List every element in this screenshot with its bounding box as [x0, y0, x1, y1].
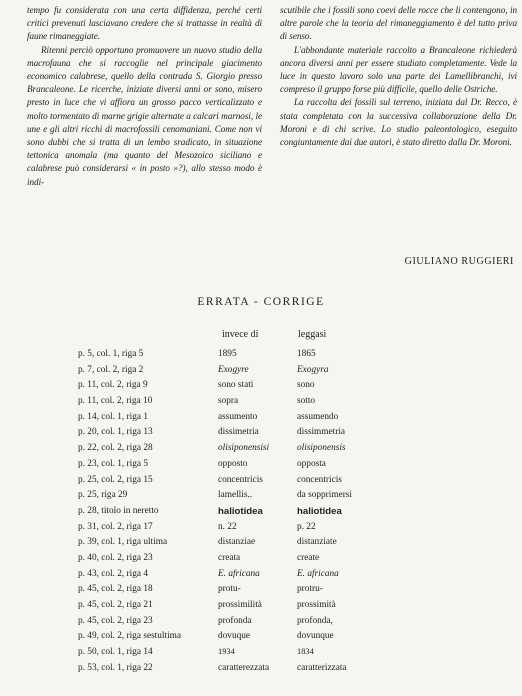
errata-reference: p. 49, col. 2, riga sestultima [78, 631, 182, 642]
errata-correct-text: dovunque [297, 631, 334, 642]
errata-correct-text: sotto [297, 396, 316, 407]
errata-wrong-text: Exogyre [218, 364, 249, 375]
errata-row [0, 663, 522, 679]
errata-reference: p. 11, col. 2, riga 9 [78, 380, 148, 391]
errata-row [0, 569, 522, 585]
errata-correct-text: p. 22 [297, 521, 316, 532]
errata-wrong-text: olisiponensisi [218, 443, 270, 454]
errata-row [0, 365, 522, 381]
errata-wrong-text: haliotidea [218, 505, 263, 517]
errata-wrong-text: sono stati [218, 380, 254, 391]
errata-row [0, 600, 522, 616]
errata-row [0, 380, 522, 396]
errata-wrong-text: dovuque [218, 631, 251, 642]
errata-wrong-text: n. 22 [218, 521, 237, 532]
errata-row [0, 490, 522, 506]
errata-correct-text: Exogyra [297, 364, 329, 375]
errata-reference: p. 45, col. 2, riga 18 [78, 584, 153, 595]
errata-row [0, 475, 522, 491]
errata-reference: p. 28, titolo in neretto [78, 505, 159, 516]
errata-correct-text: haliotidea [297, 505, 342, 517]
errata-wrong-text: 1895 [218, 349, 237, 359]
errata-row [0, 631, 522, 647]
errata-reference: p. 23, col. 1, riga 5 [78, 458, 148, 469]
errata-reference: p. 5, col. 1, riga 5 [78, 349, 144, 359]
errata-row [0, 443, 522, 459]
left-text-column [27, 4, 262, 189]
errata-wrong-text: caratterezzata [218, 662, 270, 673]
errata-reference: p. 40, col. 2, riga 23 [78, 552, 153, 563]
errata-reference: p. 11, col. 2, riga 10 [78, 396, 153, 407]
errata-correct-text: olisiponensis [297, 443, 346, 454]
errata-wrong-text: protu- [218, 584, 241, 595]
errata-wrong-text: 1934 [218, 647, 235, 657]
author-signature: GIULIANO RUGGIERI [404, 256, 514, 267]
errata-reference: p. 45, col. 2, riga 23 [78, 615, 153, 626]
errata-row [0, 584, 522, 600]
errata-correct-text: 1834 [297, 647, 314, 657]
errata-correct-text: profonda, [297, 615, 333, 626]
errata-correct-text: opposta [297, 458, 326, 469]
errata-reference: p. 20, col. 1, riga 13 [78, 427, 153, 438]
errata-row [0, 647, 522, 663]
errata-reference: p. 31, col. 2, riga 17 [78, 521, 153, 532]
errata-wrong-text: prossimilità [218, 600, 262, 610]
paragraph: Ritenni perciò opportuno promuovere un nuovo studio della macrofauna che si raccoglie nel principale giacimento economico calabrese, quello della contrada S. Giorgio presso Brancaleone. Le ricerche, iniziate diversi anni or sono, misero presto in luce che vi affiora un grosso pacco verticalizzato e molto tormentato di marne grigie alternate a calcari marnosi, le une e gli altri ricchi di macrofossili cenomaniani. Come non vi sono dubbi che si tratta di un lembo sradicato, in situazione tettonica anomala (ma quanto del Mesozoico siciliano e calabrese può considerarsi « in posto »?), allo stesso modo è indi- [27, 44, 262, 187]
errata-reference: p. 25, col. 2, riga 15 [78, 474, 153, 485]
errata-row [0, 553, 522, 569]
paragraph: tempo fu considerata con una certa diffidenza, perché certi critici prevenuti lasciavano credere che si trattasse in realtà di faune rimaneggiate. [27, 5, 262, 42]
errata-title: ERRATA - CORRIGE [197, 296, 325, 308]
errata-reference: p. 14, col. 1, riga 1 [78, 411, 148, 422]
paragraph: La raccolta dei fossili sul terreno, iniziata dal Dr. Recco, è stata completata con la successiva collaborazione della Dr. Moroni e di chi scrive. Lo studio paleontologico, eseguito congiuntamente dai due autori, è stato diretto dalla Dr. Moroni. [280, 97, 517, 148]
errata-reference: p. 39, col. 1, riga ultima [78, 537, 168, 548]
errata-wrong-text: creata [218, 552, 241, 563]
errata-row [0, 412, 522, 428]
errata-wrong-text: distanziae [218, 537, 256, 548]
errata-correct-text: concentricis [297, 474, 342, 485]
errata-wrong-text: dissimetria [218, 427, 259, 438]
errata-wrong-text: opposto [218, 458, 248, 469]
errata-row [0, 349, 522, 365]
errata-correct-text: create [297, 552, 320, 563]
errata-header-wrong: invece di [222, 329, 259, 340]
errata-reference: p. 43, col. 2, riga 4 [78, 568, 148, 579]
errata-correct-text: caratterizzata [297, 662, 347, 673]
errata-reference: p. 45, col. 2, riga 21 [78, 600, 153, 610]
errata-row [0, 459, 522, 475]
errata-wrong-text: lamellis.. [218, 490, 253, 501]
errata-reference: p. 22, col. 2, riga 28 [78, 443, 153, 454]
errata-row [0, 396, 522, 412]
errata-correct-text: 1865 [297, 349, 316, 359]
errata-row [0, 522, 522, 538]
errata-correct-text: protru- [297, 584, 323, 595]
errata-correct-text: da sopprimersi [297, 490, 352, 501]
errata-wrong-text: concentricis [218, 474, 263, 485]
right-text-column [280, 4, 517, 149]
errata-wrong-text: sopra [218, 396, 239, 407]
errata-wrong-text: assumento [218, 411, 258, 422]
errata-row [0, 427, 522, 443]
errata-correct-text: distanziate [297, 537, 337, 548]
errata-row [0, 506, 522, 522]
paragraph: scutibile che i fossili sono coevi delle rocce che li contengono, in altre parole che la teoria del rimaneggiamento è del tutto priva di senso. [280, 5, 517, 42]
errata-correct-text: prossimità [297, 600, 336, 610]
errata-reference: p. 50, col. 1, riga 14 [78, 647, 153, 658]
errata-correct-text: E. africana [297, 568, 339, 579]
errata-reference: p. 53, col. 1, riga 22 [78, 662, 153, 673]
errata-row [0, 537, 522, 553]
errata-wrong-text: E. africana [218, 568, 260, 579]
errata-reference: p. 7, col. 2, riga 2 [78, 364, 144, 375]
errata-correct-text: sono [297, 380, 315, 391]
errata-correct-text: dissimmetria [297, 427, 346, 438]
errata-table [0, 349, 522, 678]
errata-row [0, 616, 522, 632]
errata-header-right: leggasi [298, 329, 327, 340]
errata-wrong-text: profonda [218, 615, 252, 626]
errata-correct-text: assumendo [297, 411, 339, 422]
errata-reference: p. 25, riga 29 [78, 490, 128, 501]
paragraph: L'abbondante materiale raccolto a Brancaleone richiederà ancora diversi anni per essere studiato completamente. Vede la luce in questo lavoro solo una parte dei Lamellibranchi, ivi compreso il gruppo forse più difficile, quello delle Ostriche. [280, 44, 517, 95]
